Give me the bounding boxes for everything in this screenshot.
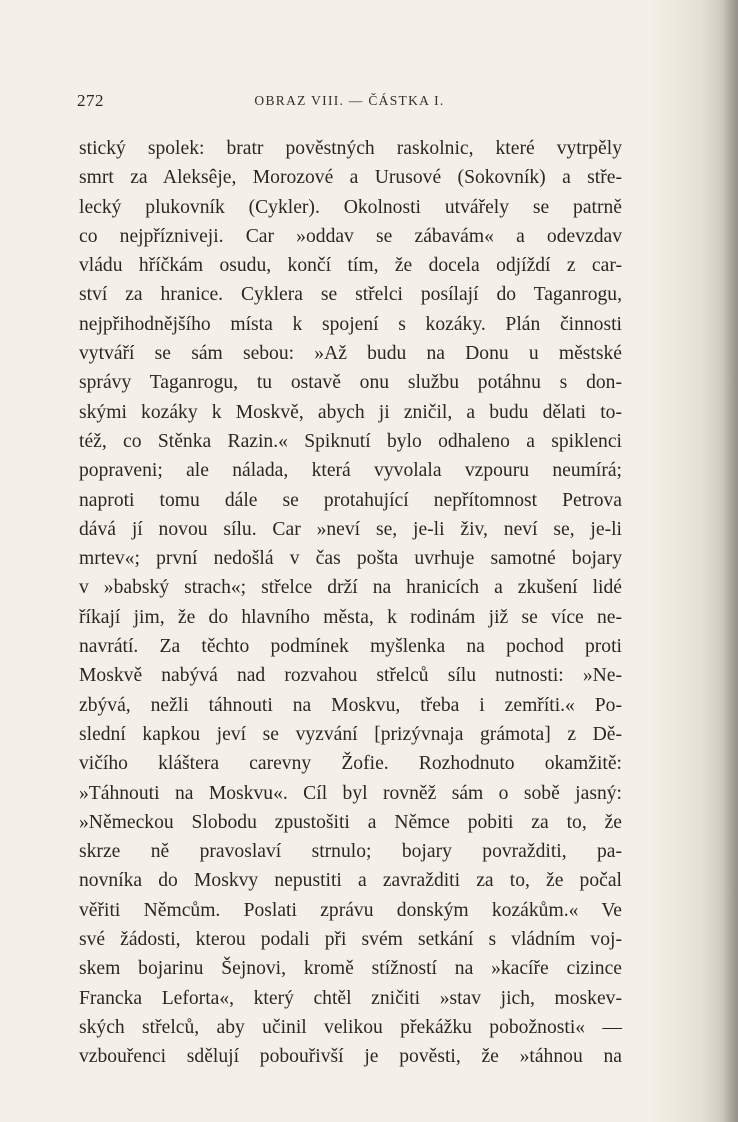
text-line: skem bojarinu Šejnovi, kromě stížností na »kacíře cizince — [79, 958, 622, 980]
text-line: vičího kláštera carevny Žofie. Rozhodnuto okamžitě: — [79, 753, 622, 775]
text-line: říkají jim, že do hlavního města, k rodinám již se více ne- — [79, 606, 622, 628]
text-line: zbývá, nežli táhnouti na Moskvu, třeba i zemříti.« Po- — [79, 694, 622, 716]
text-line: smrt za Aleksêje, Morozové a Urusové (Sokovník) a stře- — [79, 167, 622, 189]
running-head: OBRAZ VIII. — ČÁSTKA I. — [254, 93, 445, 108]
page-number: 272 — [77, 91, 104, 110]
text-line: popraveni; ale nálada, která vyvolala vzpouru neumírá; — [79, 460, 622, 482]
text-line: nejpřihodnějšího místa k spojení s kozáky. Plán činnosti — [79, 313, 622, 335]
text-line: navrátí. Za těchto podmínek myšlenka na pochod proti — [79, 636, 622, 658]
text-line: mrtev«; první nedošlá v čas pošta uvrhuje samotné bojary — [79, 548, 622, 570]
page-header — [77, 89, 622, 113]
text-line: též, co Stěnka Razin.« Spiknutí bylo odhaleno a spiklenci — [79, 430, 622, 452]
text-line: »Táhnouti na Moskvu«. Cíl byl rovněž sám o sobě jasný: — [79, 782, 622, 804]
text-line: vytváří se sám sebou: »Až budu na Donu u městské — [79, 343, 622, 365]
text-line: věřiti Němcům. Poslati zprávu donským kozákům.« Ve — [79, 899, 622, 921]
page-edge-shadow — [722, 0, 738, 1122]
text-line: správy Taganrogu, tu ostavě onu službu potáhnu s don- — [79, 372, 622, 394]
text-line: vládu hříčkám osudu, končí tím, že docela odjíždí z car- — [79, 255, 622, 277]
body-text — [79, 134, 622, 1072]
text-line: své žádosti, kterou podali při svém setkání s vládním voj- — [79, 929, 622, 951]
text-line: Francka Leforta«, který chtěl zničiti »stav jich, moskev- — [79, 987, 622, 1009]
text-line: ství za hranice. Cyklera se střelci posílají do Taganrogu, — [79, 284, 622, 306]
text-line: dává jí novou sílu. Car »neví se, je-li živ, neví se, je-li — [79, 518, 622, 540]
text-line: co nejpřízniveji. Car »oddav se zábavám« a odevzdav — [79, 225, 622, 247]
text-line: »Německou Slobodu zpustošiti a Němce pobiti za to, že — [79, 811, 622, 833]
text-line: naproti tomu dále se protahující nepřítomnost Petrova — [79, 489, 622, 511]
text-line: Moskvě nabývá nad rozvahou střelců sílu nutnosti: »Ne- — [79, 665, 622, 687]
text-line: lecký plukovník (Cykler). Okolnosti utvářely se patrně — [79, 196, 622, 218]
text-line: ských střelců, aby učinil velikou překážku pobožnosti« — — [79, 1016, 622, 1038]
text-line: novníka do Moskvy nepustiti a zavražditi za to, že počal — [79, 870, 622, 892]
text-line: skými kozáky k Moskvě, abych ji zničil, a budu dělati to- — [79, 401, 622, 423]
text-line: skrze ně pravoslaví strnulo; bojary povražditi, pa- — [79, 841, 622, 863]
text-line: stický spolek: bratr pověstných raskolnic, které vytrpěly — [79, 138, 622, 159]
text-line: slední kapkou jeví se vyzvání [prizývnaja grámota] z Dě- — [79, 723, 622, 745]
text-line: vzbouřenci sdělují pobouřivší je pověsti, že »táhnou na — [79, 1046, 622, 1068]
text-line: v »babský strach«; střelce drží na hranicích a zkušení lidé — [79, 577, 622, 599]
